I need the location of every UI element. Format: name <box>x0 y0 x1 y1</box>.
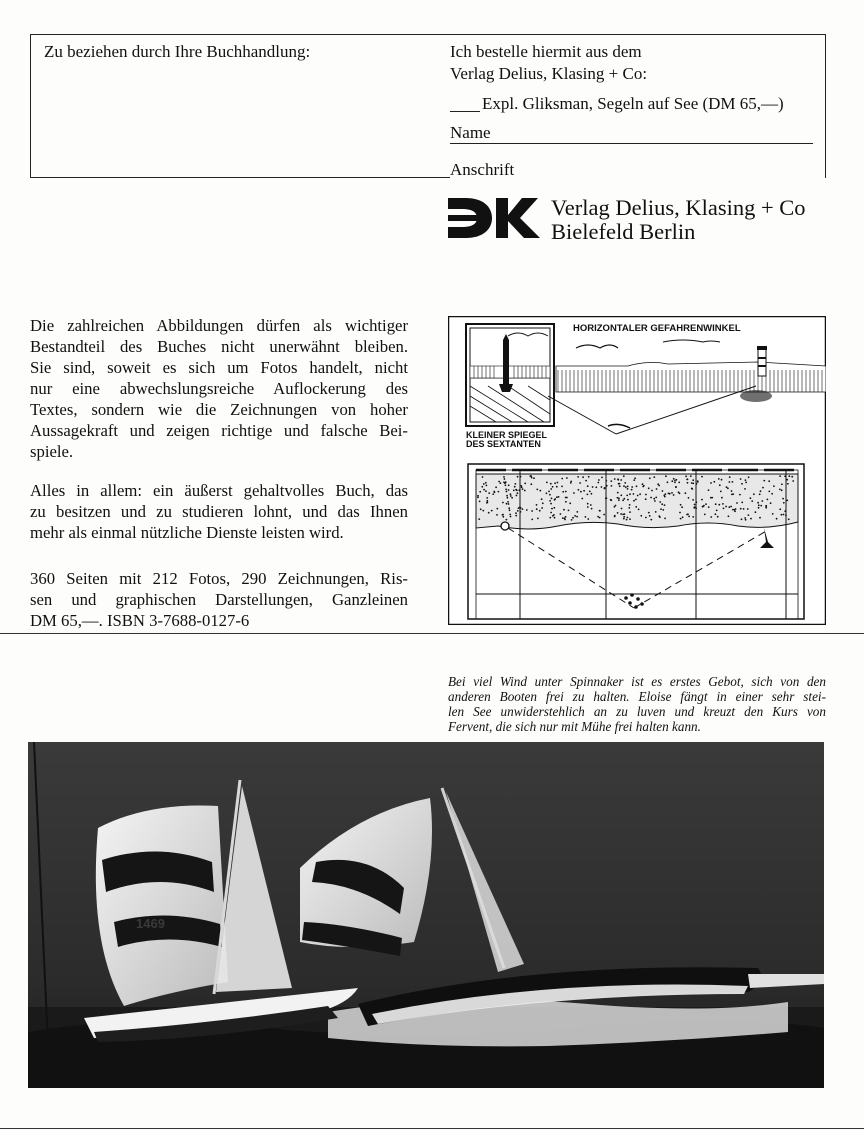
name-label: Name <box>450 123 491 142</box>
text-line: nur eine abwechslungsreiche Auflockerung des <box>30 379 408 398</box>
text-line: Bei viel Wind unter Spinnaker ist es erstes Gebot, sich von den <box>448 674 826 689</box>
name-field-line[interactable] <box>450 143 813 144</box>
text-line: sen und graphischen Darstellungen, Ganzleinen <box>30 590 408 609</box>
paragraph-illustrations <box>30 315 408 462</box>
order-form-bottom-border <box>30 177 450 178</box>
publisher-name: Verlag Delius, Klasing + Co <box>551 195 806 220</box>
publisher-logo <box>448 198 540 238</box>
order-text-line1: Ich bestelle hiermit aus dem <box>450 42 642 61</box>
paragraph-specs <box>30 568 408 631</box>
inset-label-line2: DES SEXTANTEN <box>466 439 541 449</box>
text-line: spiele. <box>30 442 74 461</box>
bookstore-heading: Zu beziehen durch Ihre Buchhandlung: <box>44 42 311 61</box>
sailing-yachts-photo <box>28 742 824 1088</box>
horizontal-danger-angle-diagram <box>448 316 826 625</box>
inset-label-line1: KLEINER SPIEGEL <box>466 430 548 440</box>
text-line: anderen Booten frei zu halten. Eloise fängt in einer sehr stei- <box>448 689 826 704</box>
text-line: Fervent, die sich nur mit Mühe frei halten kann. <box>448 719 701 734</box>
text-line: Textes, sondern wie die Zeichnungen von hoher <box>30 400 408 419</box>
text-line: DM 65,—. ISBN 3-7688-0127-6 <box>30 611 250 630</box>
text-line: Sie sind, soweit es sich um Fotos handelt, nicht <box>30 358 408 377</box>
text-line: mehr als einmal nützliche Dienste leisten wird. <box>30 523 344 542</box>
text-line: len See unwiderstehlich an zu luven und kreuzt den Kurs von <box>448 704 826 719</box>
text-line: 360 Seiten mit 212 Fotos, 290 Zeichnungen, Ris- <box>30 569 408 588</box>
text-line: Die zahlreichen Abbildungen dürfen als wichtiger <box>30 316 408 335</box>
bottom-divider <box>0 1128 864 1129</box>
text-line: Aussagekraft und zeigen richtige und falsche Bei- <box>30 421 408 440</box>
diagram-title: HORIZONTALER GEFAHRENWINKEL <box>573 323 741 334</box>
text-line: Alles in allem: ein äußerst gehaltvolles Buch, das <box>30 481 408 500</box>
section-divider <box>0 633 864 634</box>
photo-caption <box>448 674 826 734</box>
order-text-line2: Verlag Delius, Klasing + Co: <box>450 64 648 83</box>
paragraph-summary <box>30 480 408 543</box>
copies-blank-line[interactable] <box>450 111 480 112</box>
text-line: Bestandteil des Buches nicht unerwähnt bleiben. <box>30 337 408 356</box>
address-label: Anschrift <box>450 160 515 179</box>
order-item: Expl. Gliksman, Segeln auf See (DM 65,—) <box>482 94 784 113</box>
text-line: zu besitzen und zu studieren lohnt, und das Ihnen <box>30 502 408 521</box>
sail-number: 1469 <box>136 916 165 931</box>
publisher-city: Bielefeld Berlin <box>551 219 696 244</box>
